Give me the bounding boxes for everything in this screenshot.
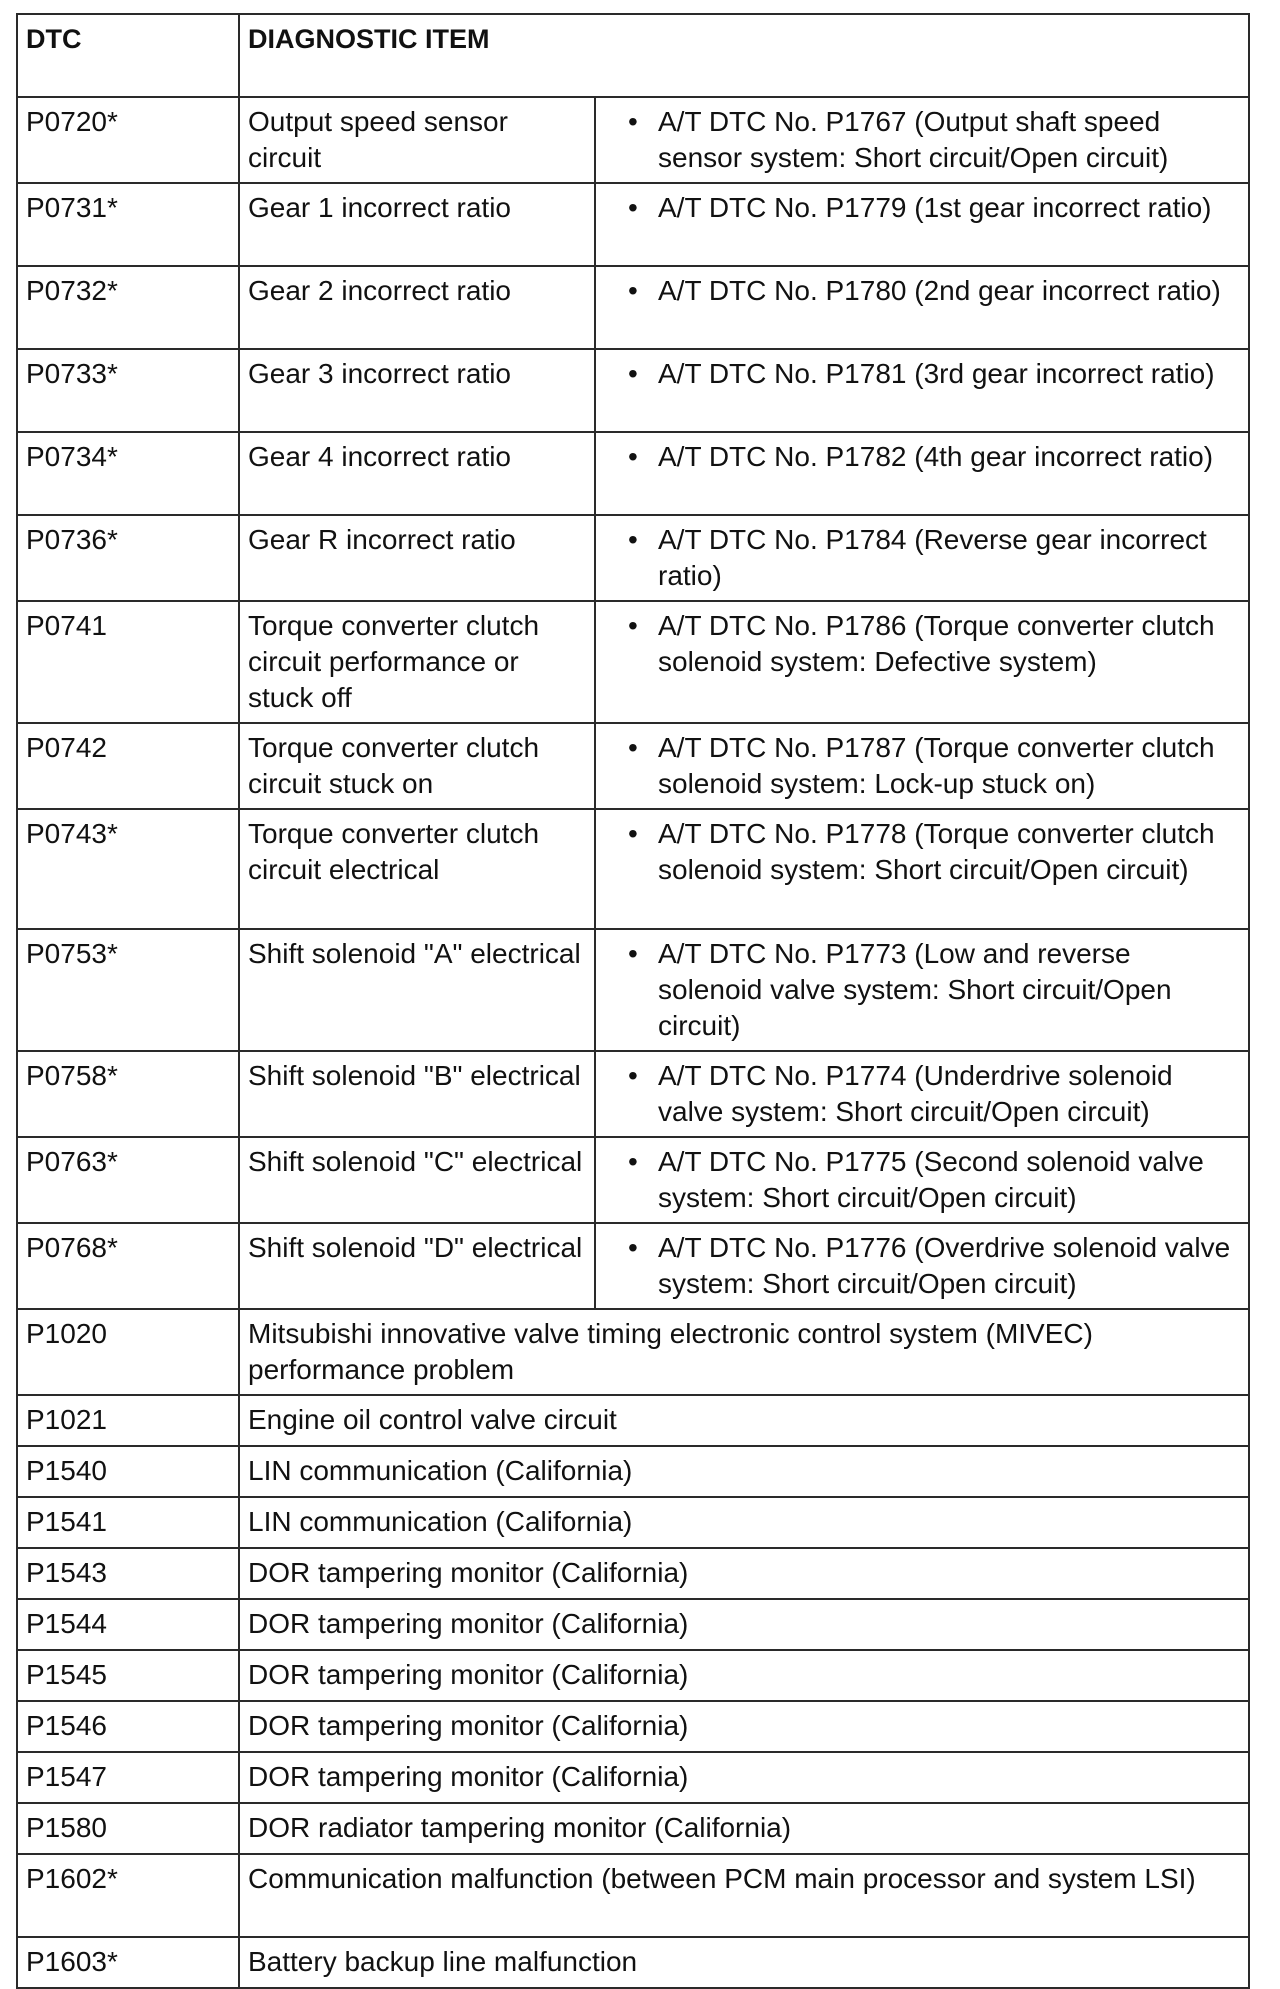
diagnostic-item-cell: LIN communication (California) — [239, 1446, 1249, 1497]
bullet-icon: • — [628, 441, 638, 472]
diagnostic-item-column-header: DIAGNOSTIC ITEM — [239, 14, 1249, 97]
diagnostic-item-cell: Shift solenoid "A" electrical — [239, 929, 595, 1051]
bullet-item — [628, 1230, 1242, 1302]
bullet-text: A/T DTC No. P1767 (Output shaft speed sensor system: Short circuit/Open circuit) — [658, 106, 1169, 173]
bullet-icon: • — [628, 106, 638, 137]
table-row — [17, 1223, 1249, 1309]
diagnostic-item-cell: Torque converter clutch circuit stuck on — [239, 723, 595, 809]
dtc-code-cell: P0734* — [17, 432, 239, 515]
bullet-icon: • — [628, 524, 638, 555]
diagnostic-item-cell: Shift solenoid "C" electrical — [239, 1137, 595, 1223]
diagnostic-item-cell: Torque converter clutch circuit electrical — [239, 809, 595, 929]
dtc-code-cell: P0732* — [17, 266, 239, 349]
diagnostic-item-cell: Gear 4 incorrect ratio — [239, 432, 595, 515]
dtc-column-header: DTC — [17, 14, 239, 97]
bullet-icon: • — [628, 938, 638, 969]
at-dtc-description-cell — [595, 1137, 1249, 1223]
table-row — [17, 266, 1249, 349]
at-dtc-description-cell — [595, 266, 1249, 349]
dtc-code-cell: P0763* — [17, 1137, 239, 1223]
table-row — [17, 1137, 1249, 1223]
diagnostic-item-cell: Mitsubishi innovative valve timing electronic control system (MIVEC) performance problem — [239, 1309, 1249, 1395]
dtc-code-cell: P0758* — [17, 1051, 239, 1137]
dtc-code-cell: P1602* — [17, 1854, 239, 1937]
diagnostic-item-cell: LIN communication (California) — [239, 1497, 1249, 1548]
bullet-text: A/T DTC No. P1781 (3rd gear incorrect ratio) — [658, 358, 1215, 389]
table-row — [17, 1395, 1249, 1446]
dtc-code-cell: P1603* — [17, 1937, 239, 1988]
at-dtc-description-cell — [595, 432, 1249, 515]
dtc-code-cell: P0741 — [17, 601, 239, 723]
table-row — [17, 1701, 1249, 1752]
bullet-item — [628, 522, 1242, 594]
table-row — [17, 515, 1249, 601]
bullet-item — [628, 936, 1242, 1044]
dtc-code-cell: P1540 — [17, 1446, 239, 1497]
diagnostic-item-cell: DOR tampering monitor (California) — [239, 1599, 1249, 1650]
table-row — [17, 1051, 1249, 1137]
bullet-text: A/T DTC No. P1786 (Torque converter clutch solenoid system: Defective system) — [658, 610, 1215, 677]
bullet-icon: • — [628, 818, 638, 849]
diagnostic-item-cell: DOR radiator tampering monitor (California) — [239, 1803, 1249, 1854]
dtc-code-cell: P1546 — [17, 1701, 239, 1752]
table-row — [17, 1650, 1249, 1701]
table-row — [17, 1803, 1249, 1854]
table-row — [17, 1937, 1249, 1988]
table-row — [17, 929, 1249, 1051]
diagnostic-item-cell: Engine oil control valve circuit — [239, 1395, 1249, 1446]
diagnostic-item-cell: DOR tampering monitor (California) — [239, 1752, 1249, 1803]
bullet-icon: • — [628, 192, 638, 223]
diagnostic-item-cell: Gear 2 incorrect ratio — [239, 266, 595, 349]
dtc-code-cell: P1541 — [17, 1497, 239, 1548]
bullet-item — [628, 1144, 1242, 1216]
table-row — [17, 1548, 1249, 1599]
dtc-code-cell: P1580 — [17, 1803, 239, 1854]
dtc-code-cell: P0743* — [17, 809, 239, 929]
bullet-icon: • — [628, 732, 638, 763]
table-row — [17, 809, 1249, 929]
bullet-icon: • — [628, 610, 638, 641]
diagnostic-item-cell: Torque converter clutch circuit performance or stuck off — [239, 601, 595, 723]
bullet-icon: • — [628, 358, 638, 389]
dtc-table — [16, 13, 1250, 1989]
at-dtc-description-cell — [595, 183, 1249, 266]
dtc-code-cell: P0768* — [17, 1223, 239, 1309]
diagnostic-item-cell: Battery backup line malfunction — [239, 1937, 1249, 1988]
at-dtc-description-cell — [595, 601, 1249, 723]
bullet-item — [628, 104, 1242, 176]
table-row — [17, 1446, 1249, 1497]
bullet-item — [628, 273, 1242, 309]
diagnostic-item-cell: DOR tampering monitor (California) — [239, 1701, 1249, 1752]
table-row — [17, 349, 1249, 432]
table-row — [17, 1599, 1249, 1650]
table-row — [17, 97, 1249, 183]
at-dtc-description-cell — [595, 515, 1249, 601]
at-dtc-description-cell — [595, 929, 1249, 1051]
diagnostic-item-cell: Shift solenoid "B" electrical — [239, 1051, 595, 1137]
bullet-text: A/T DTC No. P1780 (2nd gear incorrect ratio) — [658, 275, 1221, 306]
table-row — [17, 723, 1249, 809]
diagnostic-item-cell: Communication malfunction (between PCM main processor and system LSI) — [239, 1854, 1249, 1937]
table-row — [17, 1497, 1249, 1548]
diagnostic-item-cell: DOR tampering monitor (California) — [239, 1650, 1249, 1701]
bullet-text: A/T DTC No. P1776 (Overdrive solenoid valve system: Short circuit/Open circuit) — [658, 1232, 1231, 1299]
bullet-text: A/T DTC No. P1773 (Low and reverse solenoid valve system: Short circuit/Open circuit) — [658, 938, 1172, 1041]
table-header-row — [17, 14, 1249, 97]
diagnostic-item-cell: DOR tampering monitor (California) — [239, 1548, 1249, 1599]
bullet-text: A/T DTC No. P1779 (1st gear incorrect ratio) — [658, 192, 1212, 223]
dtc-code-cell: P0731* — [17, 183, 239, 266]
table-row — [17, 183, 1249, 266]
dtc-code-cell: P1544 — [17, 1599, 239, 1650]
bullet-text: A/T DTC No. P1787 (Torque converter clutch solenoid system: Lock-up stuck on) — [658, 732, 1215, 799]
bullet-icon: • — [628, 1146, 638, 1177]
diagnostic-item-cell: Gear 1 incorrect ratio — [239, 183, 595, 266]
table-row — [17, 601, 1249, 723]
dtc-code-cell: P0753* — [17, 929, 239, 1051]
at-dtc-description-cell — [595, 723, 1249, 809]
diagnostic-item-cell: Gear R incorrect ratio — [239, 515, 595, 601]
at-dtc-description-cell — [595, 1223, 1249, 1309]
dtc-code-cell: P0720* — [17, 97, 239, 183]
table-row — [17, 432, 1249, 515]
bullet-icon: • — [628, 275, 638, 306]
bullet-text: A/T DTC No. P1778 (Torque converter clutch solenoid system: Short circuit/Open circuit) — [658, 818, 1215, 885]
table-row — [17, 1309, 1249, 1395]
table-row — [17, 1752, 1249, 1803]
dtc-code-cell: P1545 — [17, 1650, 239, 1701]
bullet-item — [628, 439, 1242, 475]
bullet-item — [628, 608, 1242, 680]
dtc-code-cell: P0733* — [17, 349, 239, 432]
dtc-code-cell: P1547 — [17, 1752, 239, 1803]
bullet-text: A/T DTC No. P1782 (4th gear incorrect ratio) — [658, 441, 1214, 472]
diagnostic-item-cell: Shift solenoid "D" electrical — [239, 1223, 595, 1309]
bullet-item — [628, 730, 1242, 802]
dtc-code-cell: P1021 — [17, 1395, 239, 1446]
bullet-icon: • — [628, 1232, 638, 1263]
bullet-icon: • — [628, 1060, 638, 1091]
bullet-text: A/T DTC No. P1774 (Underdrive solenoid valve system: Short circuit/Open circuit) — [658, 1060, 1173, 1127]
at-dtc-description-cell — [595, 97, 1249, 183]
bullet-item — [628, 190, 1242, 226]
at-dtc-description-cell — [595, 1051, 1249, 1137]
table-row — [17, 1854, 1249, 1937]
bullet-item — [628, 1058, 1242, 1130]
dtc-code-cell: P0742 — [17, 723, 239, 809]
bullet-item — [628, 356, 1242, 392]
dtc-code-cell: P1020 — [17, 1309, 239, 1395]
dtc-code-cell: P0736* — [17, 515, 239, 601]
diagnostic-item-cell: Output speed sensor circuit — [239, 97, 595, 183]
at-dtc-description-cell — [595, 349, 1249, 432]
bullet-item — [628, 816, 1242, 888]
bullet-text: A/T DTC No. P1775 (Second solenoid valve system: Short circuit/Open circuit) — [658, 1146, 1204, 1213]
at-dtc-description-cell — [595, 809, 1249, 929]
bullet-text: A/T DTC No. P1784 (Reverse gear incorrect ratio) — [658, 524, 1207, 591]
dtc-code-cell: P1543 — [17, 1548, 239, 1599]
diagnostic-item-cell: Gear 3 incorrect ratio — [239, 349, 595, 432]
dtc-table-body — [17, 14, 1249, 1988]
